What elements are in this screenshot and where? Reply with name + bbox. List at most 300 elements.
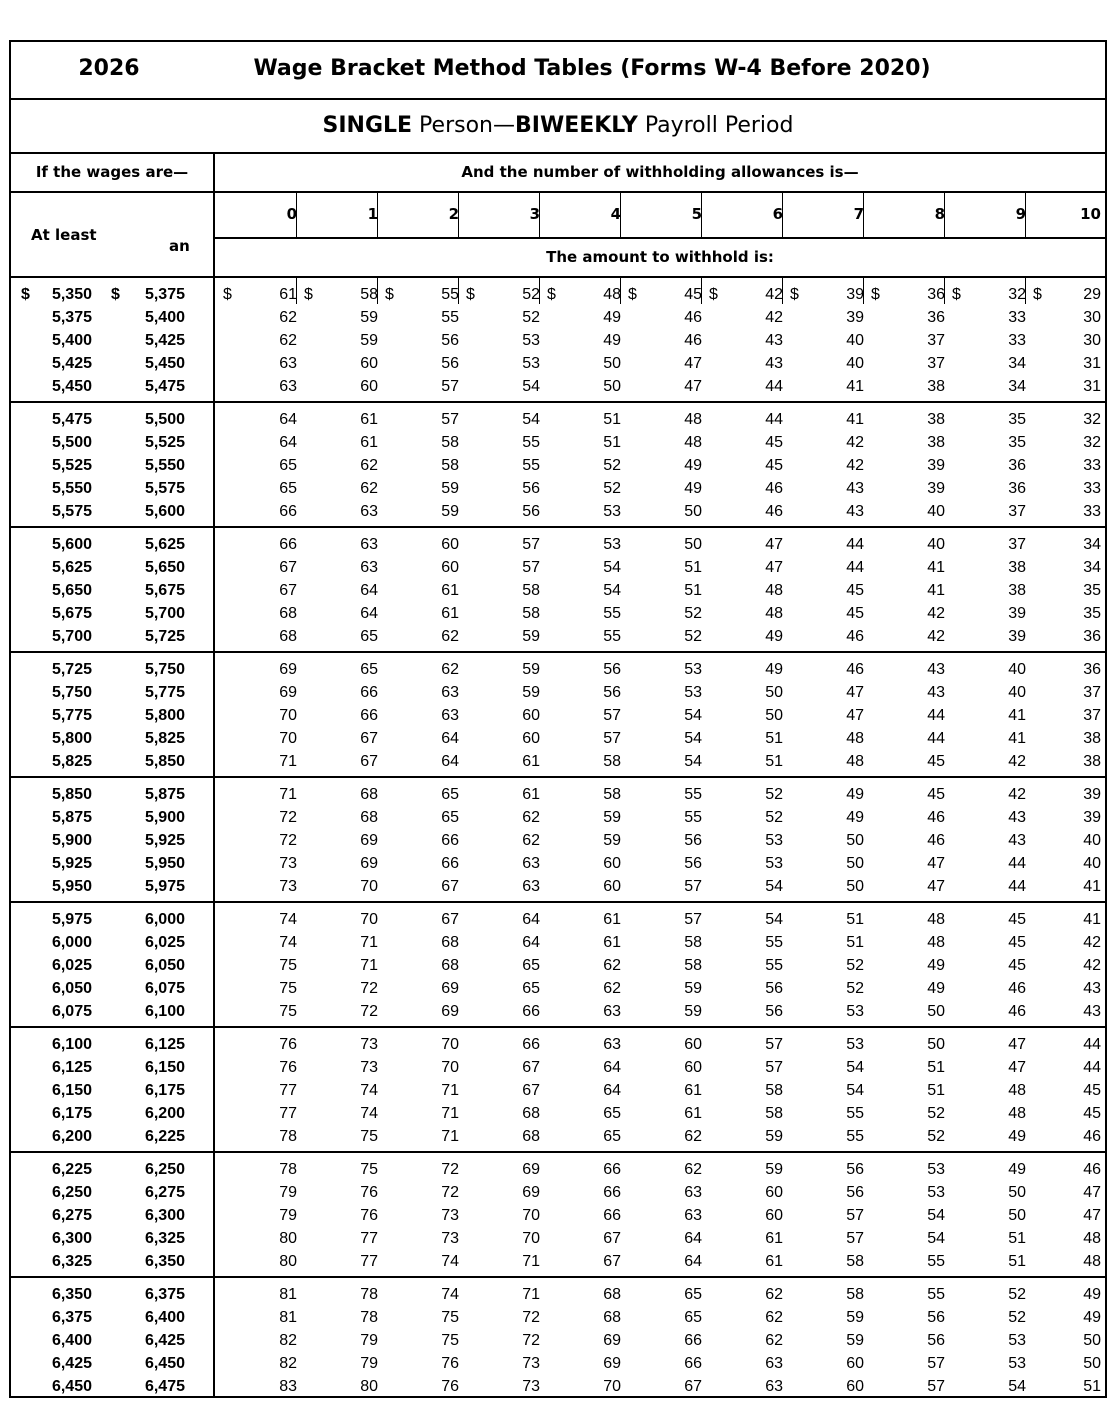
withholding-amount: 69 xyxy=(522,1184,540,1201)
withholding-amount: 59 xyxy=(441,480,459,497)
withholding-amount: 45 xyxy=(684,286,702,303)
withholding-amount: 59 xyxy=(765,1128,783,1145)
wage-less-than: 6,225 xyxy=(144,1128,185,1145)
withholding-amount: 58 xyxy=(441,457,459,474)
withholding-amount: 54 xyxy=(765,911,783,928)
withholding-amount: 53 xyxy=(603,503,621,520)
withholding-amount: 45 xyxy=(765,434,783,451)
column-divider xyxy=(863,191,864,237)
wage-less-than: 5,925 xyxy=(144,832,185,849)
dollar-sign: $ xyxy=(21,286,30,303)
wage-at-least: 6,275 xyxy=(51,1207,92,1224)
withholding-amount: 65 xyxy=(279,480,297,497)
withholding-amount: 43 xyxy=(846,480,864,497)
withholding-amount: 58 xyxy=(684,957,702,974)
withholding-amount: 33 xyxy=(1008,332,1026,349)
withholding-amount: 58 xyxy=(846,1286,864,1303)
withholding-amount: 63 xyxy=(765,1355,783,1372)
withholding-amount: 51 xyxy=(1008,1253,1026,1270)
withholding-amount: 67 xyxy=(360,753,378,770)
withholding-amount: 49 xyxy=(684,480,702,497)
withholding-amount: 45 xyxy=(1008,934,1026,951)
withholding-amount: 62 xyxy=(603,980,621,997)
withholding-amount: 39 xyxy=(927,457,945,474)
wage-at-least: 6,250 xyxy=(51,1184,92,1201)
withholding-amount: 73 xyxy=(360,1036,378,1053)
withholding-amount: 39 xyxy=(1008,628,1026,645)
withholding-amount: 65 xyxy=(441,809,459,826)
group-divider xyxy=(11,901,1105,903)
wage-at-least: 5,775 xyxy=(51,707,92,724)
withholding-amount: 68 xyxy=(441,934,459,951)
withholding-amount: 64 xyxy=(279,411,297,428)
withholding-amount: 39 xyxy=(846,286,864,303)
withholding-amount: 65 xyxy=(522,957,540,974)
withholding-amount: 67 xyxy=(522,1059,540,1076)
withholding-amount: 51 xyxy=(846,911,864,928)
withholding-amount: 71 xyxy=(522,1286,540,1303)
column-divider xyxy=(944,191,945,237)
withholding-amount: 65 xyxy=(684,1286,702,1303)
withholding-amount: 47 xyxy=(846,684,864,701)
wage-at-least: 5,375 xyxy=(51,309,92,326)
withholding-amount: 51 xyxy=(684,559,702,576)
withholding-amount: 68 xyxy=(522,1105,540,1122)
column-divider xyxy=(377,278,378,304)
withholding-amount: 46 xyxy=(927,832,945,849)
withholding-amount: 35 xyxy=(1008,411,1026,428)
withholding-amount: 78 xyxy=(360,1309,378,1326)
withholding-amount: 56 xyxy=(603,661,621,678)
withholding-amount: 30 xyxy=(1083,332,1101,349)
withholding-amount: 81 xyxy=(279,1286,297,1303)
withholding-amount: 56 xyxy=(522,480,540,497)
withholding-amount: 55 xyxy=(522,457,540,474)
withholding-amount: 67 xyxy=(279,559,297,576)
withholding-amount: 79 xyxy=(279,1207,297,1224)
withholding-amount: 38 xyxy=(927,434,945,451)
withholding-amount: 42 xyxy=(765,309,783,326)
allowance-column-header: 4 xyxy=(610,205,621,223)
wage-at-least: 5,725 xyxy=(51,661,92,678)
wage-less-than: 5,650 xyxy=(144,559,185,576)
withholding-amount: 68 xyxy=(441,957,459,974)
wage-at-least: 5,450 xyxy=(51,378,92,395)
withholding-amount: 73 xyxy=(522,1355,540,1372)
withholding-amount: 58 xyxy=(522,605,540,622)
withholding-amount: 66 xyxy=(279,536,297,553)
withholding-amount: 65 xyxy=(279,457,297,474)
wage-less-than: 6,100 xyxy=(144,1003,185,1020)
withholding-amount: 68 xyxy=(603,1309,621,1326)
withholding-amount: 36 xyxy=(1008,480,1026,497)
withholding-amount: 52 xyxy=(684,605,702,622)
withholding-amount: 60 xyxy=(684,1036,702,1053)
withholding-amount: 54 xyxy=(522,411,540,428)
withholding-amount: 44 xyxy=(927,707,945,724)
withholding-amount: 55 xyxy=(846,1105,864,1122)
withholding-amount: 50 xyxy=(846,855,864,872)
withholding-amount: 76 xyxy=(441,1378,459,1395)
withholding-amount: 61 xyxy=(441,582,459,599)
withholding-amount: 52 xyxy=(846,957,864,974)
withholding-amount: 67 xyxy=(441,911,459,928)
withholding-amount: 55 xyxy=(603,605,621,622)
withholding-amount: 68 xyxy=(279,605,297,622)
withholding-amount: 29 xyxy=(1083,286,1101,303)
withholding-amount: 67 xyxy=(603,1230,621,1247)
withholding-amount: 82 xyxy=(279,1355,297,1372)
withholding-amount: 48 xyxy=(765,582,783,599)
withholding-amount: 77 xyxy=(360,1230,378,1247)
withholding-amount: 76 xyxy=(279,1059,297,1076)
withholding-amount: 72 xyxy=(360,980,378,997)
withholding-amount: 70 xyxy=(279,730,297,747)
withholding-amount: 82 xyxy=(279,1332,297,1349)
withholding-amount: 41 xyxy=(1083,878,1101,895)
withholding-amount: 60 xyxy=(603,855,621,872)
allowance-column-header: 8 xyxy=(934,205,945,223)
withholding-amount: 47 xyxy=(1008,1036,1026,1053)
wage-less-than: 6,175 xyxy=(144,1082,185,1099)
wage-at-least: 5,750 xyxy=(51,684,92,701)
withholding-amount: 63 xyxy=(684,1207,702,1224)
withholding-amount: 63 xyxy=(522,878,540,895)
withholding-amount: 43 xyxy=(927,661,945,678)
wage-at-least: 6,450 xyxy=(51,1378,92,1395)
withholding-amount: 34 xyxy=(1008,378,1026,395)
withholding-amount: 79 xyxy=(360,1355,378,1372)
withholding-amount: 59 xyxy=(603,832,621,849)
column-divider xyxy=(1025,278,1026,304)
withholding-amount: 64 xyxy=(360,582,378,599)
withholding-amount: 48 xyxy=(684,434,702,451)
withholding-amount: 53 xyxy=(765,832,783,849)
withholding-amount: 47 xyxy=(1083,1184,1101,1201)
withholding-amount: 49 xyxy=(603,309,621,326)
withholding-amount: 46 xyxy=(1008,1003,1026,1020)
withholding-amount: 59 xyxy=(441,503,459,520)
withholding-amount: 49 xyxy=(1083,1286,1101,1303)
withholding-amount: 33 xyxy=(1083,503,1101,520)
withholding-amount: 62 xyxy=(522,832,540,849)
wage-at-least: 5,925 xyxy=(51,855,92,872)
wage-at-least: 6,150 xyxy=(51,1082,92,1099)
wage-at-least: 5,900 xyxy=(51,832,92,849)
wage-at-least: 5,350 xyxy=(51,286,92,303)
withholding-amount: 33 xyxy=(1083,480,1101,497)
withholding-amount: 41 xyxy=(1008,707,1026,724)
allowance-column-header: 9 xyxy=(1015,205,1026,223)
withholding-amount: 55 xyxy=(441,309,459,326)
withholding-amount: 50 xyxy=(603,378,621,395)
subtitle-text-1: Person— xyxy=(412,113,515,138)
withholding-amount: 66 xyxy=(522,1003,540,1020)
withholding-amount: 49 xyxy=(846,786,864,803)
withholding-amount: 57 xyxy=(684,878,702,895)
withholding-amount: 39 xyxy=(927,480,945,497)
withholding-amount: 43 xyxy=(765,332,783,349)
withholding-amount: 65 xyxy=(603,1105,621,1122)
withholding-amount: 38 xyxy=(1008,582,1026,599)
withholding-amount: 55 xyxy=(684,786,702,803)
withholding-amount: 65 xyxy=(522,980,540,997)
wage-less-than: 5,700 xyxy=(144,605,185,622)
withholding-amount: 64 xyxy=(522,934,540,951)
withholding-amount: 71 xyxy=(522,1253,540,1270)
withholding-amount: 46 xyxy=(684,332,702,349)
withholding-amount: 64 xyxy=(684,1253,702,1270)
withholding-amount: 38 xyxy=(927,378,945,395)
withholding-amount: 73 xyxy=(522,1378,540,1395)
withholding-amount: 48 xyxy=(684,411,702,428)
wage-less-than: 6,150 xyxy=(144,1059,185,1076)
withholding-amount: 40 xyxy=(927,503,945,520)
withholding-amount: 51 xyxy=(684,582,702,599)
withholding-amount: 44 xyxy=(1008,878,1026,895)
column-divider xyxy=(701,191,702,237)
withholding-amount: 75 xyxy=(279,957,297,974)
withholding-amount: 61 xyxy=(441,605,459,622)
column-divider xyxy=(377,191,378,237)
withholding-amount: 74 xyxy=(279,911,297,928)
withholding-amount: 67 xyxy=(522,1082,540,1099)
withholding-amount: 59 xyxy=(522,628,540,645)
withholding-amount: 49 xyxy=(1008,1161,1026,1178)
withholding-amount: 78 xyxy=(360,1286,378,1303)
withholding-amount: 66 xyxy=(279,503,297,520)
column-divider xyxy=(458,191,459,237)
withholding-amount: 63 xyxy=(279,355,297,372)
withholding-amount: 66 xyxy=(522,1036,540,1053)
withholding-amount: 42 xyxy=(1083,934,1101,951)
withholding-amount: 51 xyxy=(927,1082,945,1099)
withholding-amount: 51 xyxy=(846,934,864,951)
withholding-amount: 69 xyxy=(279,684,297,701)
withholding-amount: 57 xyxy=(603,730,621,747)
column-divider xyxy=(620,191,621,237)
withholding-amount: 52 xyxy=(846,980,864,997)
withholding-amount: 44 xyxy=(1083,1059,1101,1076)
withholding-amount: 33 xyxy=(1008,309,1026,326)
withholding-amount: 50 xyxy=(1008,1184,1026,1201)
withholding-amount: 57 xyxy=(441,378,459,395)
allowance-column-header: 6 xyxy=(772,205,783,223)
withholding-amount: 76 xyxy=(360,1207,378,1224)
withholding-amount: 49 xyxy=(765,661,783,678)
wage-at-least: 5,525 xyxy=(51,457,92,474)
wage-less-than: 6,450 xyxy=(144,1355,185,1372)
column-divider xyxy=(296,278,297,304)
withholding-amount: 48 xyxy=(603,286,621,303)
table-title: Wage Bracket Method Tables (Forms W-4 Before 2020) xyxy=(253,56,931,81)
withholding-amount: 49 xyxy=(927,980,945,997)
dollar-sign: $ xyxy=(952,286,961,303)
withholding-amount: 69 xyxy=(360,832,378,849)
withholding-amount: 72 xyxy=(441,1161,459,1178)
withholding-amount: 55 xyxy=(441,286,459,303)
wage-less-than: 5,425 xyxy=(144,332,185,349)
withholding-amount: 69 xyxy=(603,1332,621,1349)
withholding-amount: 83 xyxy=(279,1378,297,1395)
withholding-amount: 57 xyxy=(846,1207,864,1224)
group-divider xyxy=(11,1026,1105,1028)
withholding-amount: 32 xyxy=(1008,286,1026,303)
wage-less-than: 6,425 xyxy=(144,1332,185,1349)
withholding-amount: 47 xyxy=(927,855,945,872)
withholding-amount: 64 xyxy=(441,753,459,770)
allowance-column-header: 3 xyxy=(529,205,540,223)
withholding-amount: 50 xyxy=(927,1036,945,1053)
wage-less-than: 5,750 xyxy=(144,661,185,678)
withholding-amount: 61 xyxy=(279,286,297,303)
withholding-amount: 73 xyxy=(441,1230,459,1247)
withholding-amount: 43 xyxy=(927,684,945,701)
withholding-amount: 47 xyxy=(765,559,783,576)
subtitle-text-2: Payroll Period xyxy=(637,113,794,138)
withholding-amount: 71 xyxy=(279,753,297,770)
withholding-amount: 41 xyxy=(846,378,864,395)
dollar-sign: $ xyxy=(111,286,120,303)
withholding-amount: 59 xyxy=(846,1332,864,1349)
wage-less-than: 5,600 xyxy=(144,503,185,520)
withholding-amount: 63 xyxy=(279,378,297,395)
withholding-amount: 63 xyxy=(603,1036,621,1053)
withholding-amount: 54 xyxy=(522,378,540,395)
withholding-amount: 49 xyxy=(1083,1309,1101,1326)
withholding-amount: 60 xyxy=(846,1378,864,1395)
withholding-amount: 64 xyxy=(684,1230,702,1247)
wage-less-than: 6,200 xyxy=(144,1105,185,1122)
withholding-amount: 78 xyxy=(279,1161,297,1178)
wage-less-than: 5,400 xyxy=(144,309,185,326)
withhold-header: The amount to withhold is: xyxy=(546,248,774,266)
wage-less-than: 5,475 xyxy=(144,378,185,395)
withholding-amount: 50 xyxy=(1083,1355,1101,1372)
withholding-amount: 53 xyxy=(927,1184,945,1201)
withholding-amount: 41 xyxy=(846,411,864,428)
withholding-amount: 71 xyxy=(441,1082,459,1099)
withholding-amount: 36 xyxy=(1083,661,1101,678)
withholding-amount: 48 xyxy=(846,753,864,770)
withholding-amount: 48 xyxy=(765,605,783,622)
withholding-amount: 61 xyxy=(522,753,540,770)
wage-less-than: 6,075 xyxy=(144,980,185,997)
withholding-amount: 64 xyxy=(279,434,297,451)
withholding-amount: 64 xyxy=(522,911,540,928)
withholding-amount: 60 xyxy=(360,378,378,395)
withholding-amount: 80 xyxy=(360,1378,378,1395)
withholding-amount: 31 xyxy=(1083,355,1101,372)
withholding-amount: 75 xyxy=(441,1332,459,1349)
wage-at-least: 5,500 xyxy=(51,434,92,451)
wage-at-least: 5,600 xyxy=(51,536,92,553)
column-divider xyxy=(539,278,540,304)
column-divider xyxy=(539,191,540,237)
withholding-amount: 52 xyxy=(603,480,621,497)
withholding-amount: 42 xyxy=(846,457,864,474)
withholding-amount: 34 xyxy=(1008,355,1026,372)
withholding-amount: 43 xyxy=(1008,832,1026,849)
wage-less-than: 5,375 xyxy=(144,286,185,303)
withholding-amount: 75 xyxy=(279,1003,297,1020)
withholding-amount: 61 xyxy=(360,434,378,451)
wage-at-least: 5,625 xyxy=(51,559,92,576)
withholding-amount: 66 xyxy=(360,707,378,724)
withholding-amount: 60 xyxy=(522,730,540,747)
withholding-amount: 42 xyxy=(1008,753,1026,770)
wage-less-than: 5,500 xyxy=(144,411,185,428)
dollar-sign: $ xyxy=(385,286,394,303)
withholding-amount: 36 xyxy=(927,286,945,303)
withholding-amount: 58 xyxy=(765,1105,783,1122)
withholding-amount: 50 xyxy=(684,536,702,553)
less-than-header: an xyxy=(169,237,190,255)
withholding-amount: 52 xyxy=(927,1105,945,1122)
withholding-amount: 37 xyxy=(927,332,945,349)
withholding-amount: 63 xyxy=(360,559,378,576)
withholding-amount: 81 xyxy=(279,1309,297,1326)
withholding-amount: 50 xyxy=(603,355,621,372)
dollar-sign: $ xyxy=(871,286,880,303)
wage-less-than: 5,675 xyxy=(144,582,185,599)
dollar-sign: $ xyxy=(1033,286,1042,303)
column-divider xyxy=(458,278,459,304)
withholding-amount: 54 xyxy=(846,1082,864,1099)
withholding-amount: 50 xyxy=(927,1003,945,1020)
withholding-amount: 58 xyxy=(522,582,540,599)
withholding-amount: 45 xyxy=(1083,1082,1101,1099)
withholding-amount: 51 xyxy=(765,753,783,770)
withholding-amount: 54 xyxy=(765,878,783,895)
withholding-amount: 51 xyxy=(603,411,621,428)
wage-at-least: 6,400 xyxy=(51,1332,92,1349)
withholding-amount: 35 xyxy=(1008,434,1026,451)
withholding-amount: 74 xyxy=(360,1105,378,1122)
withholding-amount: 43 xyxy=(765,355,783,372)
wage-less-than: 6,475 xyxy=(144,1378,185,1395)
wage-at-least: 6,375 xyxy=(51,1309,92,1326)
withholding-amount: 42 xyxy=(927,628,945,645)
withholding-amount: 70 xyxy=(603,1378,621,1395)
wage-at-least: 6,075 xyxy=(51,1003,92,1020)
group-divider xyxy=(11,1151,1105,1153)
wage-at-least: 6,300 xyxy=(51,1230,92,1247)
column-divider xyxy=(782,278,783,304)
withholding-amount: 62 xyxy=(279,332,297,349)
withholding-amount: 54 xyxy=(684,753,702,770)
withholding-amount: 70 xyxy=(522,1207,540,1224)
withholding-amount: 45 xyxy=(1008,911,1026,928)
withholding-amount: 80 xyxy=(279,1230,297,1247)
withholding-amount: 43 xyxy=(1083,1003,1101,1020)
allowance-column-header: 0 xyxy=(286,205,297,223)
divider xyxy=(11,98,1105,100)
withholding-amount: 59 xyxy=(360,332,378,349)
wage-at-least: 5,575 xyxy=(51,503,92,520)
withholding-amount: 62 xyxy=(522,809,540,826)
withholding-amount: 57 xyxy=(927,1378,945,1395)
withholding-amount: 70 xyxy=(279,707,297,724)
wage-less-than: 5,625 xyxy=(144,536,185,553)
withholding-amount: 39 xyxy=(1083,786,1101,803)
dollar-sign: $ xyxy=(304,286,313,303)
withholding-amount: 54 xyxy=(684,730,702,747)
wage-less-than: 5,875 xyxy=(144,786,185,803)
withholding-amount: 33 xyxy=(1083,457,1101,474)
group-divider xyxy=(11,526,1105,528)
withholding-amount: 40 xyxy=(927,536,945,553)
